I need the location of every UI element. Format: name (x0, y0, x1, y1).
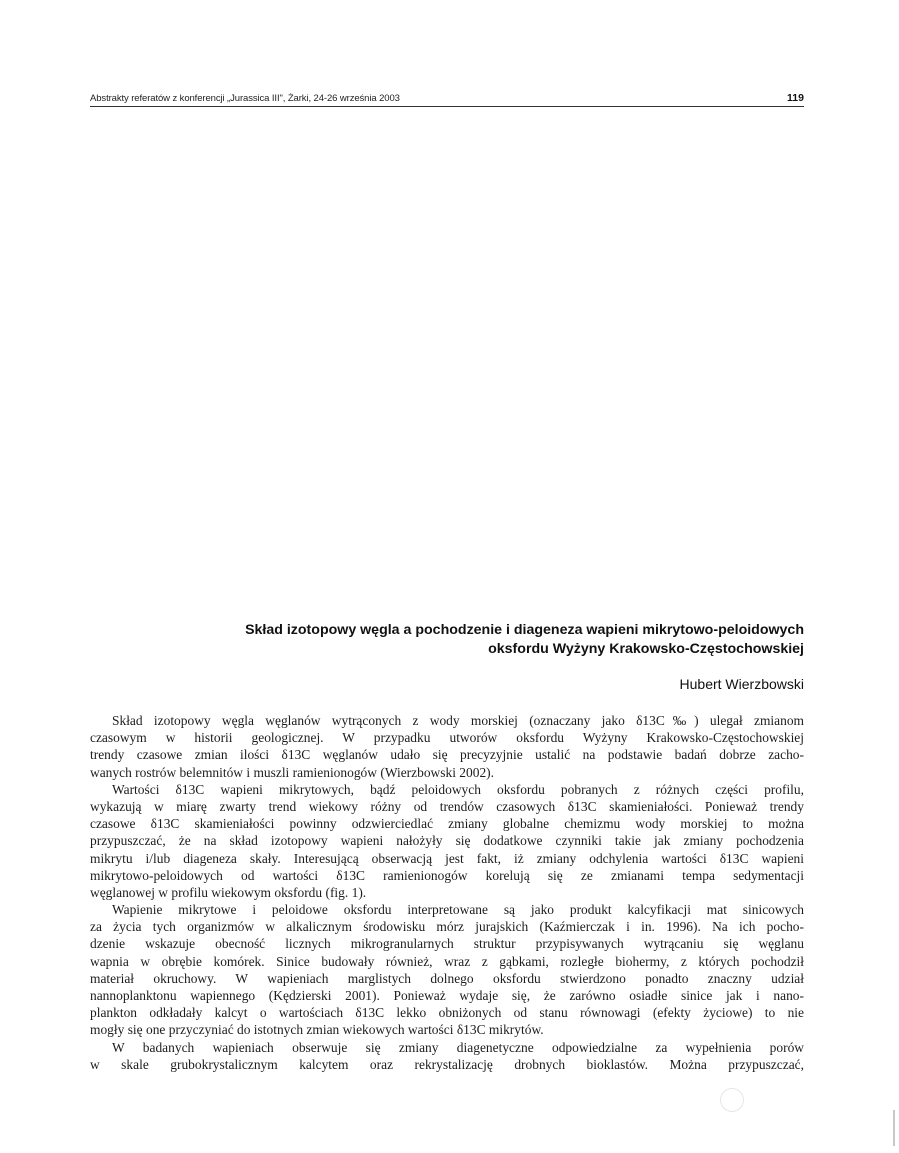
body-line: nannoplanktonu wapiennego (Kędzierski 2001). Ponieważ wydaje się, że zarówno osiadłe sinice jak i nano- (90, 988, 804, 1003)
body-line: mogły się one przyczyniać do istotnych zmian wiekowych wartości δ13C mikrytów. (90, 1022, 544, 1038)
body-line: mikrytowo-peloidowych od wartości δ13C ramienionogów korelują się ze zmianami tempa sedymentacji (90, 867, 804, 883)
author-name: Hubert Wierzbowski (679, 676, 804, 692)
body-line: za życia tych organizmów w alkalicznym środowisku mórz jurajskich (Kaźmierczak i in. 1996). Na ich pocho- (90, 919, 804, 935)
title-line-1: Skład izotopowy węgla a pochodzenie i diageneza wapieni mikrytowo-peloidowych (245, 622, 804, 638)
body-line: Wartości δ13C wapieni mikrytowych, bądź peloidowych oksfordu pobranych z różnych części profilu, (112, 781, 804, 797)
article-title (104, 621, 804, 659)
body-line: materiał okruchowy. W wapieniach marglistych dolnego oksfordu stwierdzono ponadto znaczny udział (90, 970, 804, 986)
running-header (90, 92, 804, 107)
abstract-body (90, 712, 804, 1073)
running-head: Abstrakty referatów z konferencji „Jurassica III", Żarki, 24-26 września 2003 (90, 93, 400, 104)
body-line: mikrytu i/lub diageneza skały. Interesującą obserwacją jest fakt, iż zmiany odchylenia wartości δ13C wapieni (90, 850, 804, 866)
scan-edge-mark (893, 1110, 895, 1146)
body-line: W badanych wapieniach obserwuje się zmiany diagenetyczne odpowiedzialne za wypełnienia porów (112, 1039, 804, 1055)
body-line: czasowym w historii geologicznej. W przypadku utworów oksfordu Wyżyny Krakowsko-Częstochowskiej (90, 730, 804, 746)
title-line-2: oksfordu Wyżyny Krakowsko-Częstochowskiej (488, 641, 804, 657)
body-line: trendy czasowe zmian ilości δ13C węglanów udało się precyzyjnie ustalić na podstawie badań dobrze zacho- (90, 747, 804, 763)
body-line: przypuszczać, że na skład izotopowy wapieni nałożyły się dodatkowe czynniki takie jak zmiany pochodzenia (90, 833, 804, 849)
body-line: dzenie wskazuje obecność licznych mikrogranularnych struktur przypisywanych wytrącaniu się węglanu (90, 936, 804, 952)
body-line: Skład izotopowy węgla węglanów wytrąconych z wody morskiej (oznaczany jako δ13C‰) ulegał zmianom (112, 713, 804, 728)
watermark-mark (720, 1088, 744, 1112)
body-line: wykazują w miarę zwarty trend wiekowy różny od trendów czasowych δ13C skamieniałości. Ponieważ trendy (90, 798, 804, 814)
body-line: w skale grubokrystalicznym kalcytem oraz rekrystalizację drobnych bioklastów. Można przypuszczać, (90, 1056, 804, 1072)
body-line: czasowe δ13C skamieniałości powinny odzwierciedlać zmiany globalne chemizmu wody morskiej to można (90, 816, 804, 832)
page-number: 119 (787, 92, 804, 104)
body-line: węglanowej w profilu wiekowym oksfordu (fig. 1). (90, 884, 367, 900)
body-line: wapnia w obrębie komórek. Sinice budowały również, wraz z gąbkami, rozległe biohermy, z których pochodził (90, 953, 804, 969)
body-line: wanych rostrów belemnitów i muszli ramienionogów (Wierzbowski 2002). (90, 764, 494, 780)
body-line: Wapienie mikrytowe i peloidowe oksfordu interpretowane są jako produkt kalcyfikacji mat sinicowych (112, 902, 804, 918)
body-line: plankton odkładały kalcyt o wartościach δ13C lekko obniżonych od stanu równowagi (efekty życiowe) to nie (90, 1005, 804, 1021)
